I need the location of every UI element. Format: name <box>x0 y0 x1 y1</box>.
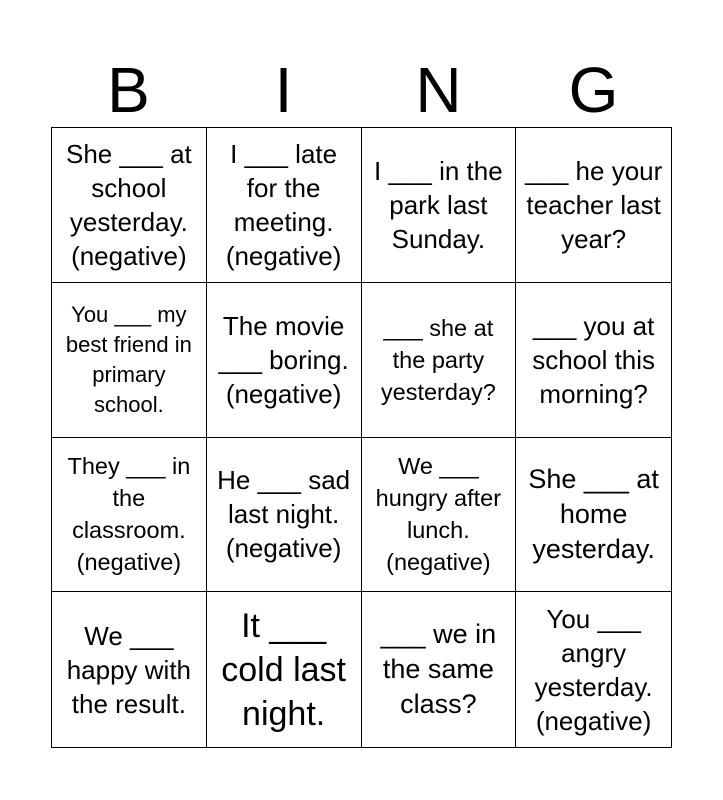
bingo-cell-11[interactable] <box>362 438 517 593</box>
bingo-cell-text: We ___ hungry after lunch. (negative) <box>375 453 502 576</box>
bingo-grid <box>51 127 672 748</box>
bingo-cell-15[interactable] <box>362 592 517 747</box>
bingo-cell-6[interactable] <box>207 283 362 438</box>
bingo-cell-text: It ___ cold last night. <box>221 606 346 733</box>
title-letter-i: I <box>274 54 293 126</box>
bingo-cell-text: We ___ happy with the result. <box>66 620 192 719</box>
title-letter-n: N <box>415 54 462 126</box>
bingo-cell-2[interactable] <box>207 128 362 283</box>
bingo-cell-9[interactable] <box>52 438 207 593</box>
bingo-cell-text: I ___ in the park last Sunday. <box>374 155 503 254</box>
title-letter-b: B <box>107 54 150 126</box>
bingo-cell-text: He ___ sad last night. (negative) <box>217 465 351 564</box>
bingo-cell-8[interactable] <box>516 283 671 438</box>
bingo-cell-text: She ___ at school yesterday. (negative) <box>65 138 192 271</box>
bingo-cell-7[interactable] <box>362 283 517 438</box>
bingo-cell-text: ___ you at school this morning? <box>532 310 656 409</box>
bingo-cell-text: They ___ in the classroom. (negative) <box>67 453 191 576</box>
bingo-cell-text: ___ he your teacher last year? <box>524 155 663 254</box>
bingo-cell-text: I ___ late for the meeting. (negative) <box>225 138 342 271</box>
bingo-cell-13[interactable] <box>52 592 207 747</box>
bingo-cell-14[interactable] <box>207 592 362 747</box>
bingo-cell-4[interactable] <box>516 128 671 283</box>
bingo-cell-10[interactable] <box>207 438 362 593</box>
bingo-cell-12[interactable] <box>516 438 671 593</box>
title-letter-g: G <box>568 54 619 126</box>
bingo-cell-text: You ___ angry yesterday. (negative) <box>534 603 653 736</box>
bingo-cell-16[interactable] <box>516 592 671 747</box>
bingo-cell-text: You ___ my best friend in primary school. <box>65 301 192 417</box>
bingo-cell-1[interactable] <box>52 128 207 283</box>
bingo-cell-text: She ___ at home yesterday. <box>528 463 659 564</box>
bingo-cell-text: The movie ___ boring. (negative) <box>218 310 349 409</box>
bingo-cell-text: ___ she at the party yesterday? <box>380 314 496 405</box>
bingo-cell-3[interactable] <box>362 128 517 283</box>
bingo-cell-5[interactable] <box>52 283 207 438</box>
bingo-cell-text: ___ we in the same class? <box>380 619 497 720</box>
